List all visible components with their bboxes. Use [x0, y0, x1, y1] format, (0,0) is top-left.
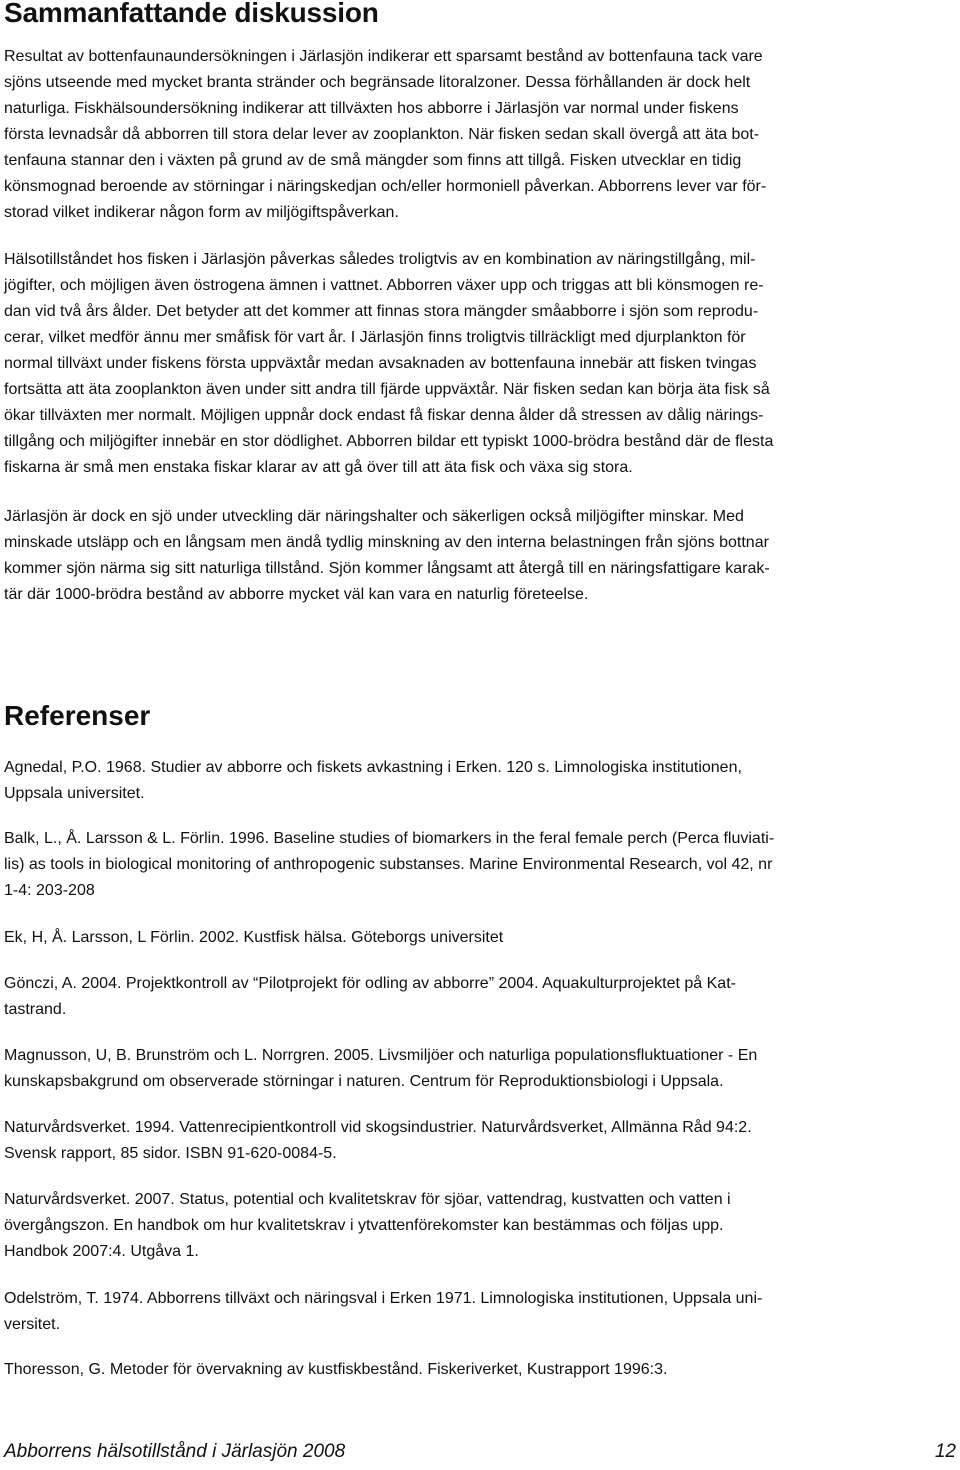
footer-document-title: Abborrens hälsotillstånd i Järlasjön 2008: [4, 1441, 346, 1462]
section-title-discussion: Sammanfattande diskussion: [4, 0, 379, 28]
discussion-paragraph-3: [4, 504, 950, 608]
text-line: minskade utsläpp och en långsam men ändå tydlig minskning av den interna belastningen från sjöns bottnar: [4, 534, 769, 551]
text-line: versitet.: [4, 1316, 61, 1333]
text-line: Magnusson, U, B. Brunström och L. Norrgren. 2005. Livsmiljöer och naturliga populationsfluktuationer - En: [4, 1047, 758, 1064]
reference-item: [4, 1357, 950, 1383]
footer-page-number: 12: [934, 1441, 956, 1462]
text-line: Uppsala universitet.: [4, 785, 145, 802]
text-line: storad vilket indikerar någon form av miljögiftspåverkan.: [4, 204, 399, 221]
text-line: 1-4: 203-208: [4, 882, 95, 899]
text-line: tillgång och miljögifter innebär en stor dödlighet. Abborren bildar ett typiskt 1000-brödra bestånd där de flesta: [4, 433, 774, 450]
text-line: Naturvårdsverket. 2007. Status, potential och kvalitetskrav för sjöar, vattendrag, kustvatten och vatten i: [4, 1191, 731, 1208]
text-line: övergångszon. En handbok om hur kvalitetskrav i ytvattenförekomster kan bestämmas och följas upp.: [4, 1217, 724, 1234]
reference-item: [4, 1043, 950, 1095]
text-line: Svensk rapport, 85 sidor. ISBN 91-620-0084-5.: [4, 1145, 337, 1162]
text-line: Handbok 2007:4. Utgåva 1.: [4, 1243, 199, 1260]
reference-item: [4, 1115, 950, 1167]
text-line: normal tillväxt under fiskens första uppväxtår medan avsaknaden av bottenfauna innebär att fisken tvingas: [4, 355, 757, 372]
text-line: Odelström, T. 1974. Abborrens tillväxt och näringsval i Erken 1971. Limnologiska institutionen, Uppsala uni-: [4, 1290, 763, 1307]
text-line: Agnedal, P.O. 1968. Studier av abborre och fiskets avkastning i Erken. 120 s. Limnologiska institutionen,: [4, 759, 742, 776]
text-line: jögifter, och möjligen även östrogena ämnen i vattnet. Abborren växer upp och triggas att bli könsmogen re-: [4, 277, 764, 294]
reference-item: [4, 755, 950, 807]
text-line: kunskapsbakgrund om observerade störningar i naturen. Centrum för Reproduktionsbiologi i Uppsala.: [4, 1073, 724, 1090]
text-line: första levnadsår då abborren till stora delar lever av zooplankton. När fisken sedan skall övergå att äta bot-: [4, 126, 760, 143]
text-line: sjöns utseende med mycket branta stränder och begränsade litoralzoner. Dessa förhållanden är dock helt: [4, 74, 751, 91]
page-footer: [4, 1441, 956, 1463]
reference-item: [4, 826, 950, 904]
text-line: könsmognad beroende av störningar i näringskedjan och/eller hormoniell påverkan. Abborrens lever var för-: [4, 178, 767, 195]
reference-item: [4, 925, 950, 951]
text-line: dan vid två års ålder. Det betyder att det kommer att finnas stora mängder småabborre i sjön som reprodu-: [4, 303, 759, 320]
reference-item: [4, 971, 950, 1023]
text-line: fiskarna är små men enstaka fiskar klarar av att gå över till att äta fisk och växa sig stora.: [4, 459, 633, 476]
text-line: tenfauna stannar den i växten på grund av de små mängder som finns att tillgå. Fisken utvecklar en tidig: [4, 152, 742, 169]
text-line: tastrand.: [4, 1001, 67, 1018]
text-line: naturliga. Fiskhälsoundersökning indikerar att tillväxten hos abborre i Järlasjön var normal under fiskens: [4, 100, 739, 117]
text-line: Gönczi, A. 2004. Projektkontroll av “Pilotprojekt för odling av abborre” 2004. Aquakulturprojektet på Kat-: [4, 975, 736, 992]
text-line: fortsätta att äta zooplankton även under sitt andra till fjärde uppväxtår. När fisken sedan kan börja äta fisk så: [4, 381, 770, 398]
discussion-paragraph-1: [4, 44, 950, 226]
text-line: cerar, vilket medför ännu mer småfisk för vart år. I Järlasjön finns troligtvis tillräckligt med djurplankton för: [4, 329, 746, 346]
text-line: Ek, H, Å. Larsson, L Förlin. 2002. Kustfisk hälsa. Göteborgs universitet: [4, 929, 504, 946]
reference-item: [4, 1187, 950, 1265]
text-line: tär där 1000-brödra bestånd av abborre mycket väl kan vara en naturlig företeelse.: [4, 586, 589, 603]
text-line: Balk, L., Å. Larsson & L. Förlin. 1996. Baseline studies of biomarkers in the feral female perch (Perca fluviati-: [4, 830, 775, 847]
reference-item: [4, 1286, 950, 1338]
text-line: ökar tillväxten mer normalt. Möjligen uppnår dock endast få fiskar denna ålder då stressen av dålig närings-: [4, 407, 764, 424]
text-line: Resultat av bottenfaunaundersökningen i Järlasjön indikerar ett sparsamt bestånd av bottenfauna tack vare: [4, 48, 763, 65]
text-line: lis) as tools in biological monitoring of anthropogenic substanses. Marine Environmental Research, vol 42, nr: [4, 856, 773, 873]
text-line: Hälsotillståndet hos fisken i Järlasjön påverkas således troligtvis av en kombination av näringstillgång, mil-: [4, 251, 756, 268]
discussion-paragraph-2: [4, 247, 950, 481]
text-line: kommer sjön närma sig sitt naturliga tillstånd. Sjön kommer långsamt att återgå till en näringsfattigare karak-: [4, 560, 770, 577]
text-line: Naturvårdsverket. 1994. Vattenrecipientkontroll vid skogsindustrier. Naturvårdsverket, Allmänna Råd 94:2.: [4, 1119, 752, 1136]
text-line: Järlasjön är dock en sjö under utveckling där näringshalter och säkerligen också miljögifter minskar. Med: [4, 508, 744, 525]
text-line: Thoresson, G. Metoder för övervakning av kustfiskbestånd. Fiskeriverket, Kustrapport 1996:3.: [4, 1361, 668, 1378]
section-title-references: Referenser: [4, 700, 151, 731]
